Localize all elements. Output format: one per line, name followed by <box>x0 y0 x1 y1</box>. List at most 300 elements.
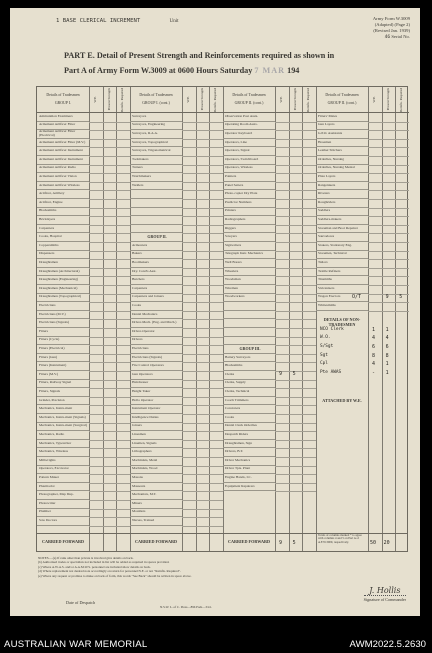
trade-name: Fitters, Signals <box>39 389 61 394</box>
row-rule <box>182 397 223 398</box>
trade-name: Mechanics, Wireless <box>39 449 68 454</box>
trade-row <box>130 328 182 337</box>
row-rule <box>368 208 409 209</box>
row-rule <box>89 431 130 432</box>
row-rule <box>275 251 316 252</box>
trade-row <box>223 165 275 174</box>
caption-accession: AWM2022.5.2630 <box>349 639 426 650</box>
trade-name: Plate Layers <box>318 174 336 179</box>
row-rule <box>275 122 316 123</box>
trade-row <box>316 302 368 311</box>
trade-name: Mechanics, Instru-ment (Signals) <box>39 414 86 419</box>
carried-forward-label: CARRIED FORWARD <box>134 539 178 544</box>
trade-name: Electricians (Signals) <box>39 320 70 325</box>
trade-row <box>223 268 275 277</box>
row-rule <box>275 397 316 398</box>
trade-row <box>223 380 275 389</box>
row-rule <box>182 362 223 363</box>
trade-name: Despatch Riders <box>225 432 249 437</box>
header-present-label: Present Strength <box>106 88 111 111</box>
trade-row <box>130 405 182 414</box>
column-header-details <box>130 87 182 113</box>
row-rule <box>275 423 316 424</box>
trade-name: Telegraph Instr. Mechanics <box>225 251 263 256</box>
trade-name: Drivers <box>132 337 143 342</box>
row-rule <box>89 147 130 148</box>
trade-row <box>223 156 275 165</box>
title-year: 194 <box>287 66 300 75</box>
row-rule <box>89 500 130 501</box>
trade-name: Saw Doctors <box>39 518 57 523</box>
clerks-present: 5 <box>292 371 296 377</box>
column-header-present <box>196 87 210 113</box>
trade-name: Draughtsmen (Mechanical) <box>39 285 78 290</box>
trade-row <box>37 259 89 268</box>
trade-name: Armourers <box>132 242 148 247</box>
unit-label: Unit <box>169 19 179 24</box>
trade-name: Electricians <box>39 303 56 308</box>
row-rule <box>89 294 130 295</box>
trade-name: Engine Hands, I.C. <box>225 475 252 480</box>
trade-name: Wheelers <box>225 268 239 273</box>
trade-row <box>223 337 275 346</box>
trade-name: Signwriters <box>225 242 242 247</box>
trade-row <box>37 165 89 174</box>
row-rule <box>368 285 409 286</box>
trade-row <box>130 147 182 156</box>
trade-row <box>223 345 275 354</box>
header-present-label: Present Strength <box>199 88 204 111</box>
strength-table <box>36 86 408 552</box>
trade-name: Welders <box>132 182 144 187</box>
non-tradesman-we: 4 <box>372 361 376 368</box>
row-rule <box>89 448 130 449</box>
row-rule <box>182 345 223 346</box>
trade-name: Armament Artificer Fitter (M.V.) <box>39 139 86 144</box>
row-rule <box>89 276 130 277</box>
row-rule <box>368 276 409 277</box>
row-rule <box>182 509 223 510</box>
form-line: (Revised Jan. 1939) <box>373 28 410 33</box>
trade-name: Instrument Operator <box>132 406 161 411</box>
trade-name: Driver Mechanics <box>225 457 251 462</box>
trade-row <box>223 113 275 122</box>
trade-row <box>37 328 89 337</box>
non-tradesman-present: 4 <box>385 335 389 342</box>
trade-name: Bricklayers <box>39 217 56 222</box>
non-tradesman-rank: Sgt <box>320 352 328 358</box>
row-rule <box>89 526 130 527</box>
trade-name: Fitters, Railway Signal <box>39 380 72 385</box>
row-rule <box>182 268 223 269</box>
row-rule <box>89 242 130 243</box>
non-tradesman-rank: Pte AWAS <box>320 369 342 375</box>
trade-name: Operators, Line <box>225 139 247 144</box>
note-line: (c) Where A.W.A.S. and/or A.A.M.W.S. personnel are included show details on back. <box>38 564 151 569</box>
row-rule <box>368 233 409 234</box>
trade-row <box>37 199 89 208</box>
trade-name: Draughtsmen (Topographical) <box>39 294 82 299</box>
trade-row <box>37 122 89 131</box>
row-rule <box>275 182 316 183</box>
trade-row <box>130 216 182 225</box>
trade-row <box>130 251 182 260</box>
trade-name: Operator Keyboard <box>225 131 253 136</box>
trade-name: Vulcanisers <box>318 285 335 290</box>
trade-name: Moulders <box>132 509 146 514</box>
trade-row <box>223 328 275 337</box>
row-rule <box>182 302 223 303</box>
trade-row <box>130 509 182 518</box>
trade-name: Driver-Mech. (Eng. and Mach.) <box>132 320 177 325</box>
row-rule <box>275 242 316 243</box>
trade-row <box>130 319 182 328</box>
row-rule <box>275 302 316 303</box>
trade-name: Armament Artificer Vision <box>39 174 77 179</box>
column-header-reinf <box>395 87 409 113</box>
trade-row <box>223 362 275 371</box>
row-rule <box>89 362 130 363</box>
trade-row <box>37 233 89 242</box>
header-we-label: W.E. <box>279 96 283 103</box>
trade-name: Coppersmiths <box>39 242 59 247</box>
row-rule <box>182 388 223 389</box>
row-rule <box>182 311 223 312</box>
column-header-we <box>275 87 289 113</box>
trade-name: Draughtsmen (Engineering) <box>39 277 79 282</box>
trade-name: Mechanics, Instru-ment (Surgical) <box>39 423 88 428</box>
row-rule <box>368 173 409 174</box>
trade-row <box>223 233 275 242</box>
trade-name: Pattern Maker <box>39 475 59 480</box>
note-line: (b) Authorised trades or specialists not included in list will be added as required in spaces provided. <box>38 560 170 565</box>
row-rule <box>89 251 130 252</box>
trade-row <box>37 474 89 483</box>
row-rule <box>89 491 130 492</box>
trade-name: Surveyors, R.A.A. <box>132 131 158 136</box>
row-rule <box>275 139 316 140</box>
row-rule <box>368 122 409 123</box>
trade-row <box>223 225 275 234</box>
row-rule <box>89 173 130 174</box>
trade-row <box>130 113 182 122</box>
trade-row <box>130 371 182 380</box>
non-tradesman-we: - <box>372 369 376 376</box>
header-group-label: GROUP II. (cont.) <box>234 101 264 105</box>
form-page <box>10 8 420 616</box>
row-rule <box>89 225 130 226</box>
row-rule <box>89 122 130 123</box>
trade-name: Lithographers <box>132 449 152 454</box>
row-rule <box>275 388 316 389</box>
trade-row <box>316 190 368 199</box>
trade-name: Concreters <box>225 406 241 411</box>
trade-name: Dental Clerk Orderlies <box>225 423 257 428</box>
column-header-present <box>382 87 396 113</box>
signature-block <box>364 586 406 602</box>
row-rule <box>275 147 316 148</box>
column-header-reinf <box>209 87 223 113</box>
trade-name: Operators, Signal <box>225 148 250 153</box>
row-rule <box>89 302 130 303</box>
non-tradesman-we: 1 <box>372 326 376 333</box>
trade-row <box>316 208 368 217</box>
trade-name: Woodsman <box>225 277 241 282</box>
total-present: 20 <box>383 540 390 546</box>
row-rule <box>275 354 316 355</box>
trade-name: Clerks <box>225 371 235 376</box>
row-rule <box>89 457 130 458</box>
column-header-details <box>37 87 89 113</box>
trade-row <box>130 199 182 208</box>
trade-row <box>130 208 182 217</box>
trade-row <box>37 414 89 423</box>
trade-row <box>37 371 89 380</box>
trade-row <box>37 276 89 285</box>
trade-row <box>316 113 368 122</box>
carried-forward-we: 9 <box>279 540 283 546</box>
trade-name: Artificer, Artillery <box>39 191 65 196</box>
row-rule <box>275 285 316 286</box>
trade-name: Fitters (Instrument) <box>39 363 67 368</box>
row-rule <box>182 156 223 157</box>
row-rule <box>89 156 130 157</box>
trade-row <box>223 190 275 199</box>
trade-name: Hairdresser <box>132 380 149 385</box>
trade-row <box>223 173 275 182</box>
row-rule <box>89 199 130 200</box>
trade-name: Hollo Operator <box>132 397 154 402</box>
trade-name: Artificer, Engine <box>39 199 63 204</box>
note-line: (e) Where any request or promise to make on back of form, this words "See Back" should be written in space above. <box>38 573 192 578</box>
row-rule <box>275 294 316 295</box>
trade-name: Sauvadores <box>318 234 335 239</box>
trade-row <box>316 259 368 268</box>
row-rule <box>368 242 409 243</box>
trade-name: Armament Artificer Fitter <box>39 122 76 127</box>
non-tradesman-we: 8 <box>372 352 376 359</box>
row-rule <box>182 319 223 320</box>
trade-row <box>37 190 89 199</box>
trade-row <box>316 199 368 208</box>
trade-row <box>130 182 182 191</box>
trade-name: Surveyors <box>132 113 147 118</box>
row-rule <box>275 457 316 458</box>
trade-name: Cooks <box>225 414 234 419</box>
trade-row <box>37 251 89 260</box>
non-tradesman-rank: Cpl <box>320 361 328 367</box>
trade-row <box>223 371 275 380</box>
trade-row <box>37 448 89 457</box>
trade-row <box>223 285 275 294</box>
row-rule <box>182 208 223 209</box>
trade-name: Riggers <box>225 225 236 230</box>
row-rule <box>182 122 223 123</box>
trade-name: Electricians <box>132 346 149 351</box>
row-rule <box>182 294 223 295</box>
row-rule <box>275 448 316 449</box>
row-rule <box>182 259 223 260</box>
trade-row <box>130 517 182 526</box>
row-rule <box>368 302 409 303</box>
row-rule <box>182 139 223 140</box>
trade-name: Clerks, Supply <box>225 380 246 385</box>
trade-row <box>130 440 182 449</box>
row-rule <box>275 483 316 484</box>
trade-row <box>316 242 368 251</box>
signature-label: Signature of Commander <box>363 597 406 602</box>
trade-name: Fire Control Operators <box>132 363 164 368</box>
woodworkers-note: O/T <box>352 293 362 300</box>
trade-name: Cooks, Hospital <box>39 234 62 239</box>
trade-row <box>37 319 89 328</box>
row-rule <box>368 259 409 260</box>
trade-name: Fitters (M.V.) <box>39 371 59 376</box>
column-header-details <box>316 87 368 113</box>
trade-row <box>223 208 275 217</box>
column-header-we <box>368 87 382 113</box>
trade-name: Battery Surveyors <box>225 354 251 359</box>
trade-name: Drivers, B.T. <box>225 449 244 454</box>
row-rule <box>182 380 223 381</box>
trade-row <box>130 380 182 389</box>
row-rule <box>89 423 130 424</box>
row-rule <box>182 130 223 131</box>
row-rule <box>182 225 223 226</box>
clerks-we: 9 <box>279 371 283 377</box>
trade-row <box>37 294 89 303</box>
trade-name: Draughtsmen (Architectural) <box>39 268 80 273</box>
trade-row <box>37 431 89 440</box>
trade-name: Armament Artificer Instrument <box>39 156 83 161</box>
trade-row <box>130 431 182 440</box>
header-present-label: Present Strength <box>292 88 297 111</box>
trade-name: Dental Mechanics <box>132 311 158 316</box>
trade-row <box>130 448 182 457</box>
trade-name: Textile Refiners <box>318 268 341 273</box>
trade-row <box>223 216 275 225</box>
header-group-label: GROUP I. (cont.) <box>142 101 170 105</box>
trade-row <box>37 466 89 475</box>
row-rule <box>182 285 223 286</box>
column-header-we <box>182 87 196 113</box>
trade-row <box>316 182 368 191</box>
trade-row <box>223 483 275 492</box>
carried-forward-label: CARRIED FORWARD <box>227 539 271 544</box>
trade-row <box>130 165 182 174</box>
row-rule <box>182 466 223 467</box>
trade-name: Well Borers <box>225 260 242 265</box>
trade-name: Machinists, Metal <box>132 457 158 462</box>
trade-row <box>37 483 89 492</box>
trade-name: Orderlies, Nursing Mental <box>318 165 355 170</box>
non-tradesman-rank: W.O. <box>320 335 331 341</box>
non-tradesman-present: 1 <box>385 361 389 368</box>
trade-name: Predictor Numbers <box>225 199 252 204</box>
non-tradesman-rank: NCO Clerk <box>320 326 344 332</box>
trade-name: Blacksmiths <box>39 208 57 213</box>
trade-name: Grinder, Precision <box>39 397 65 402</box>
row-rule <box>182 199 223 200</box>
trade-row <box>316 130 368 139</box>
row-rule <box>182 190 223 191</box>
trade-row <box>316 139 368 148</box>
trade-row <box>316 251 368 260</box>
caption-institution: AUSTRALIAN WAR MEMORIAL <box>4 639 148 650</box>
non-tradesman-rank: S/Sgt <box>320 344 334 349</box>
trade-name: Toolmakers <box>132 156 149 161</box>
trade-row <box>37 491 89 500</box>
row-rule <box>275 319 316 320</box>
trade-name: Dry. Cond's Asst. <box>132 268 157 273</box>
trade-row <box>37 225 89 234</box>
row-rule <box>368 216 409 217</box>
row-rule <box>89 208 130 209</box>
trade-name: Printers <box>225 208 236 213</box>
notes-block <box>38 556 338 578</box>
trade-row <box>316 147 368 156</box>
trade-name: Carpenters <box>39 225 55 230</box>
row-rule <box>275 268 316 269</box>
trade-row <box>223 130 275 139</box>
row-rule <box>368 147 409 148</box>
trade-name: Radiographers <box>225 217 246 222</box>
trade-row <box>37 285 89 294</box>
row-rule <box>275 156 316 157</box>
total-we: 50 <box>370 540 377 546</box>
trade-name: Saddlers <box>318 208 331 213</box>
trade-name: Fitters (Electrical) <box>39 346 65 351</box>
column-header-reinf <box>116 87 130 113</box>
trade-name: Woodworkers <box>225 294 245 299</box>
row-rule <box>89 182 130 183</box>
header-reinf-label: Reinfts. Required <box>399 87 404 112</box>
trade-name: Photowriter <box>39 500 56 505</box>
row-rule <box>275 405 316 406</box>
row-rule <box>368 251 409 252</box>
trade-row <box>130 130 182 139</box>
trade-name: Riveters <box>318 191 330 196</box>
trade-name: Masseurs <box>132 483 146 488</box>
trade-row <box>223 414 275 423</box>
header-group-label: GROUP I. <box>54 101 72 105</box>
trade-name: Electricians (M.V.) <box>39 311 66 316</box>
trade-row <box>37 173 89 182</box>
trade-row <box>130 414 182 423</box>
trade-row <box>223 182 275 191</box>
trade-name: Hosemen <box>318 139 332 144</box>
serial-label: Serial No. <box>391 34 410 39</box>
trade-row <box>316 173 368 182</box>
trade-name: Sawyers <box>225 234 237 239</box>
row-rule <box>275 208 316 209</box>
trade-row <box>223 242 275 251</box>
trade-row <box>37 388 89 397</box>
non-tradesman-we: 4 <box>372 335 376 342</box>
row-present-value: 9 <box>385 293 389 300</box>
trade-row <box>130 233 182 242</box>
row-rule <box>89 259 130 260</box>
row-rule <box>89 474 130 475</box>
trade-name: Carpenters <box>132 285 148 290</box>
row-rule <box>182 431 223 432</box>
unit-value: 1 BASE CLERICAL INCREMENT <box>56 18 141 24</box>
trade-row <box>316 285 368 294</box>
row-rule <box>89 311 130 312</box>
column-header-we <box>89 87 103 113</box>
trade-name: Mechanics, Instru-ment <box>39 406 73 411</box>
trade-row <box>223 251 275 260</box>
